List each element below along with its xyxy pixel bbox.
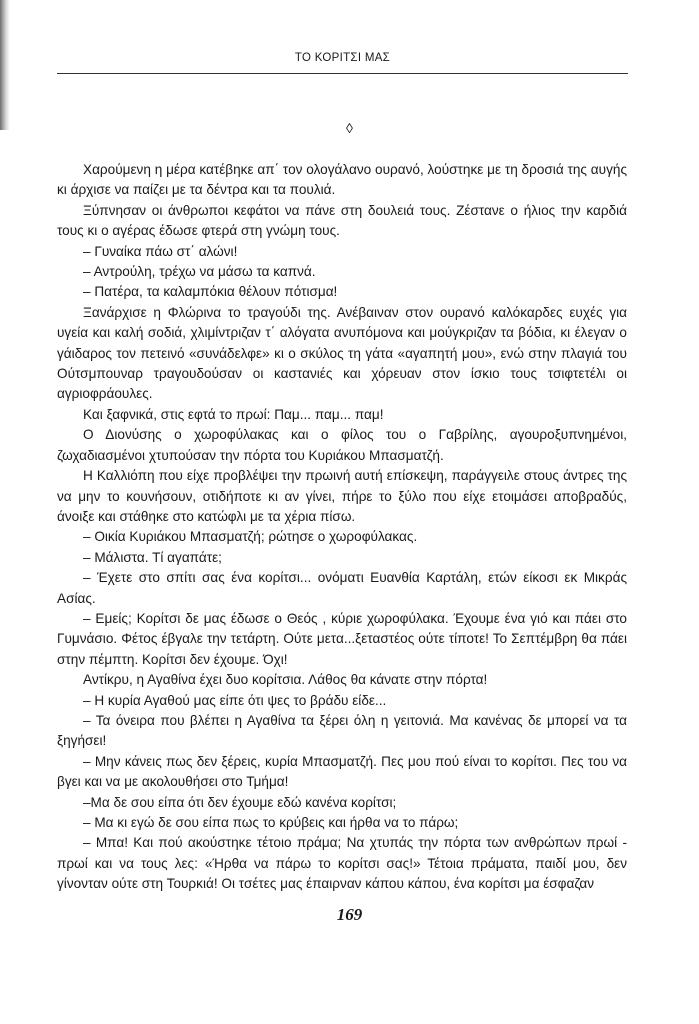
dialogue-line: – Η κυρία Αγαθού μας είπε ότι ψες το βράδυ είδε...: [83, 692, 387, 708]
dialogue-line: Αντίκρυ, η Αγαθίνα έχει δυο κορίτσια. Λάθος θα κάνατε στην πόρτα!: [83, 672, 488, 688]
paragraph: Χαρούμενη η μέρα κατέβηκε απ΄ τον ολογάλανο ουρανό, λούστηκε με τη δροσιά της αυγής κι άρχισε να παίζει με τα δέντρα και τα πουλιά.: [57, 162, 627, 198]
dialogue-line: – Μα κι εγώ δε σου είπα πως το κρύβεις και ήρθα να το πάρω;: [83, 815, 459, 830]
paragraph: Η Καλλιόπη που είχε προβλέψει την πρωινή αυτή επίσκεψη, παράγγειλε στους άντρες της να μην το κουνήσουν, οτιδήποτε κι αν γίνει, πήρε το ξύλο που είχε ετοιμάσει αποβραδύς, άνοιξε και στάθηκε στο κατώφλι με τα χέρια πίσω.: [57, 468, 627, 524]
dialogue-line: – Μην κάνεις πως δεν ξέρεις, κυρία Μπασματζή. Πες μου πού είναι το κορίτσι. Πες του να βγει και να με ακολουθήσει στο Τμήμα!: [57, 753, 627, 790]
running-head: ΤΟ ΚΟΡΙΤΣΙ ΜΑΣ: [294, 52, 391, 64]
dialogue-line: – Εμείς; Κορίτσι δε μας έδωσε ο Θεός , κύριε χωροφύλακα. Έχουμε ένα γιό και πάει στο Γυμνάσιο. Φέτος έβγαλε την τετάρτη. Ούτε μετα...ξεταστέος ούτε τίποτε! Το Σεπτέμβρη θα πάει στην πέμπτη. Κορίτσι δεν έχουμε. Όχι!: [57, 610, 627, 667]
dialogue-line: – Οικία Κυριάκου Μπασματζή; ρώτησε ο χωροφύλακας.: [83, 529, 418, 545]
section-ornament-icon: ◊: [346, 120, 353, 136]
dialogue-line: – Πατέρα, τα καλαμπόκια θέλουν πότισμα!: [83, 284, 338, 300]
dialogue-line: – Μάλιστα. Τί αγαπάτε;: [83, 549, 222, 565]
dialogue-line: – Έχετε στο σπίτι σας ένα κορίτσι... ονόματι Ευανθία Καρτάλη, ετών είκοσι εκ Μικράς Ασίας.: [57, 570, 627, 606]
body-text: [57, 160, 627, 895]
paragraph: Ξανάρχισε η Φλώρινα το τραγούδι της. Ανέβαιναν στον ουρανό καλόκαρδες ευχές για υγεία και καλή σοδιά, χλιμίντριζαν τ΄ αλόγατα ανυπόμονα και μούγκριζαν τα βόδια, κι έλεγαν ο γάιδαρος τον πετεινό «συνάδελφε» κι ο σκύλος τη γάτα «αγαπητή μου», ενώ στην πλαγιά του Ούτσμπουναρ τραγουδούσαν οι καστανιές και χόρευαν στον ίσκιο τους τσιφτετέλι οι αγριοφράουλες.: [57, 304, 627, 402]
dialogue-line: – Τα όνειρα που βλέπει η Αγαθίνα τα ξέρει όλη η γειτονιά. Μα κανένας δε μπορεί να τα ξηγήσει!: [57, 712, 627, 749]
dialogue-line: –Μα δε σου είπα ότι δεν έχουμε εδώ κανένα κορίτσι;: [83, 794, 397, 810]
page-number: 169: [336, 905, 363, 924]
dialogue-line: – Γυναίκα πάω στ΄ αλώνι!: [83, 243, 238, 259]
header-rule: [57, 73, 628, 74]
paragraph: Ξύπνησαν οι άνθρωποι κεφάτοι να πάνε στη δουλειά τους. Ζέστανε ο ήλιος την καρδιά τους κι ο αγέρας έδωσε φτερά στη γνώμη τους.: [57, 202, 627, 239]
dialogue-line: – Μπα! Και πού ακούστηκε τέτοιο πράμα; Να χτυπάς την πόρτα των ανθρώπων πρωί - πρωί και να τους λες: «Ήρθα να πάρω το κορίτσι σας!» Τέτοια πράματα, παιδί μου, δεν γίνονταν ούτε στη Τουρκιά! Οι τσέτες μας έπαιρναν κάπου κάπου, ένα κορίτσι μα έσφαζαν: [57, 835, 627, 892]
paragraph: Και ξαφνικά, στις εφτά το πρωί: Παμ... παμ... παμ!: [83, 406, 384, 422]
page-edge-shadow: [0, 0, 10, 130]
paragraph: Ο Διονύσης ο χωροφύλακας και ο φίλος του ο Γαβρίλης, αγουροξυπνημένοι, ζωχαδιασμένοι χτυπούσαν την πόρτα του Κυριάκου Μπασματζή.: [57, 427, 627, 463]
dialogue-line: – Αντρούλη, τρέχω να μάσω τα καπνά.: [83, 264, 316, 280]
